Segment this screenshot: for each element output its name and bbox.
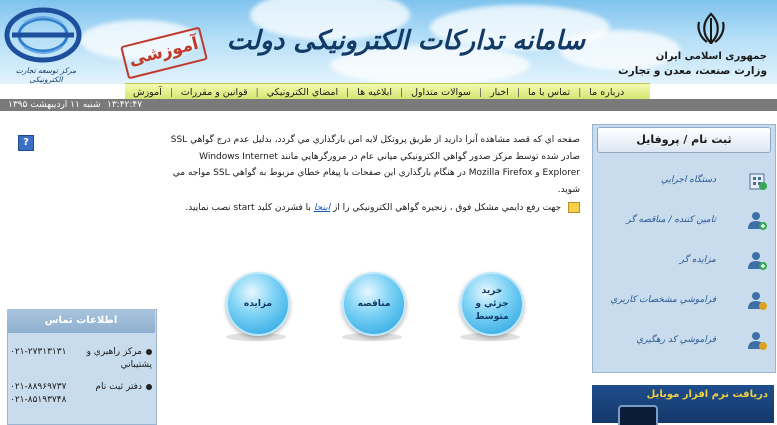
- ssl-notice-text: صفحه اي که قصد مشاهده آنرا داريد از طريق پروتکل لايه امن بارگذاري مي گردد، بدليل عدم درج گواهي SSL صادر شده توسط مرکز صدور گواهي الکترونيکي مياني عام در مرورگرهايي مانند Windows Internet Explorer و Mozilla Firefox در هنگام بارگذاري اين صفحات با پيغام خطاي مربوط به گواهي SSL مواجه مي شويد.: [170, 135, 580, 195]
- contact-label: مرکز راهبري و پشتيباني: [82, 346, 152, 372]
- ministry-name: [618, 50, 767, 78]
- nav-separator: |: [255, 87, 259, 98]
- user-add-icon: [746, 209, 768, 231]
- org-ministry: وزارت صنعت، معدن و تجارت: [618, 65, 767, 77]
- partial-purchase-button[interactable]: [460, 272, 524, 336]
- user-add-icon: [746, 249, 768, 271]
- profile-item-supplier[interactable]: [600, 208, 768, 232]
- logo-caption: مرکز توسعه تجارت الکترونیکی: [15, 66, 77, 84]
- profile-panel-title: ثبت نام / پروفايل: [597, 127, 771, 153]
- nav-separator: |: [516, 87, 520, 98]
- nav-separator: |: [479, 87, 483, 98]
- site-title: سامانه تدارکات الکترونیکی دولت: [226, 26, 585, 56]
- nav-item-news[interactable]: اخبار: [490, 87, 509, 98]
- contact-phone: ۰۲۱-۲۷۳۱۳۱۳۱: [10, 347, 67, 357]
- certificate-chain-link[interactable]: اينجا: [313, 203, 331, 213]
- current-date: شنبه ۱۱ ارديبهشت ۱۳۹۵: [8, 100, 101, 110]
- profile-item-forgot-tracking-code[interactable]: [600, 328, 768, 352]
- profile-item-executive-agency[interactable]: [600, 168, 768, 192]
- user-key-icon: [746, 289, 768, 311]
- profile-item-label: تامين کننده / مناقصه گر: [626, 215, 716, 225]
- profile-item-label: فراموشي مشخصات کاربري: [610, 295, 716, 305]
- nav-separator: |: [578, 87, 582, 98]
- contact-panel-title: اطلاعات تماس: [7, 309, 155, 333]
- tender-button[interactable]: [342, 272, 406, 336]
- nav-item-about[interactable]: درباره ما: [589, 87, 625, 98]
- training-stamp: آموزشی: [120, 27, 208, 80]
- ecommerce-center-logo[interactable]: [4, 5, 82, 65]
- nav-separator: |: [346, 87, 350, 98]
- contact-phone-secondary: ۰۲۱-۸۵۱۹۳۷۴۸: [10, 395, 67, 405]
- nav-separator: |: [400, 87, 404, 98]
- nav-separator: |: [169, 87, 173, 98]
- hint-text-after: با فشردن کليد start نصب نماييد.: [185, 203, 311, 213]
- help-icon[interactable]: ?: [18, 135, 34, 151]
- nav-item-training[interactable]: آموزش: [133, 87, 162, 98]
- nav-item-notifications[interactable]: ابلاغيه ها: [357, 87, 393, 98]
- ssl-notice: [160, 132, 580, 217]
- contact-phone: ۰۲۱-۸۸۹۶۹۷۳۷: [10, 382, 67, 392]
- contact-row-registration: [10, 381, 152, 409]
- nav-item-contact[interactable]: تماس با ما: [528, 87, 571, 98]
- phone-icon: [618, 405, 658, 425]
- nav-item-e-signature[interactable]: امضاي الکترونيکي: [266, 87, 339, 98]
- profile-item-label: مزايده گر: [679, 255, 716, 265]
- profile-item-label: فراموشي کد رهگيري: [636, 335, 716, 345]
- profile-item-bidder[interactable]: [600, 248, 768, 272]
- profile-item-label: دستگاه اجرايي: [660, 175, 716, 185]
- current-time: ۱۳:۴۲:۴۷: [107, 100, 143, 110]
- iran-emblem-icon: [693, 12, 729, 46]
- ssl-notice-hint: [160, 200, 580, 217]
- tender-label: مناقصه: [357, 298, 391, 309]
- user-key-icon: [746, 329, 768, 351]
- mobile-app-title: دريافت نرم افزار موبايل: [646, 389, 768, 400]
- contact-row-support: [10, 346, 152, 374]
- org-country: جمهوری اسلامی ایران: [655, 51, 767, 62]
- contact-label: دفتر ثبت نام: [82, 381, 152, 394]
- profile-item-forgot-credentials[interactable]: [600, 288, 768, 312]
- nav-item-faq[interactable]: سوالات متداول: [411, 87, 472, 98]
- auction-button[interactable]: [226, 272, 290, 336]
- auction-label: مزايده: [243, 298, 273, 309]
- nav-item-rules[interactable]: قوانين و مقررات: [180, 87, 248, 98]
- partial-purchase-label: خريد جزئي و متوسط: [475, 285, 509, 322]
- hint-text-before: جهت رفع دايمي مشکل فوق ، زنجيره گواهي الکترونيکي را از: [332, 203, 562, 213]
- building-icon: [746, 169, 768, 191]
- warning-icon: [568, 202, 580, 213]
